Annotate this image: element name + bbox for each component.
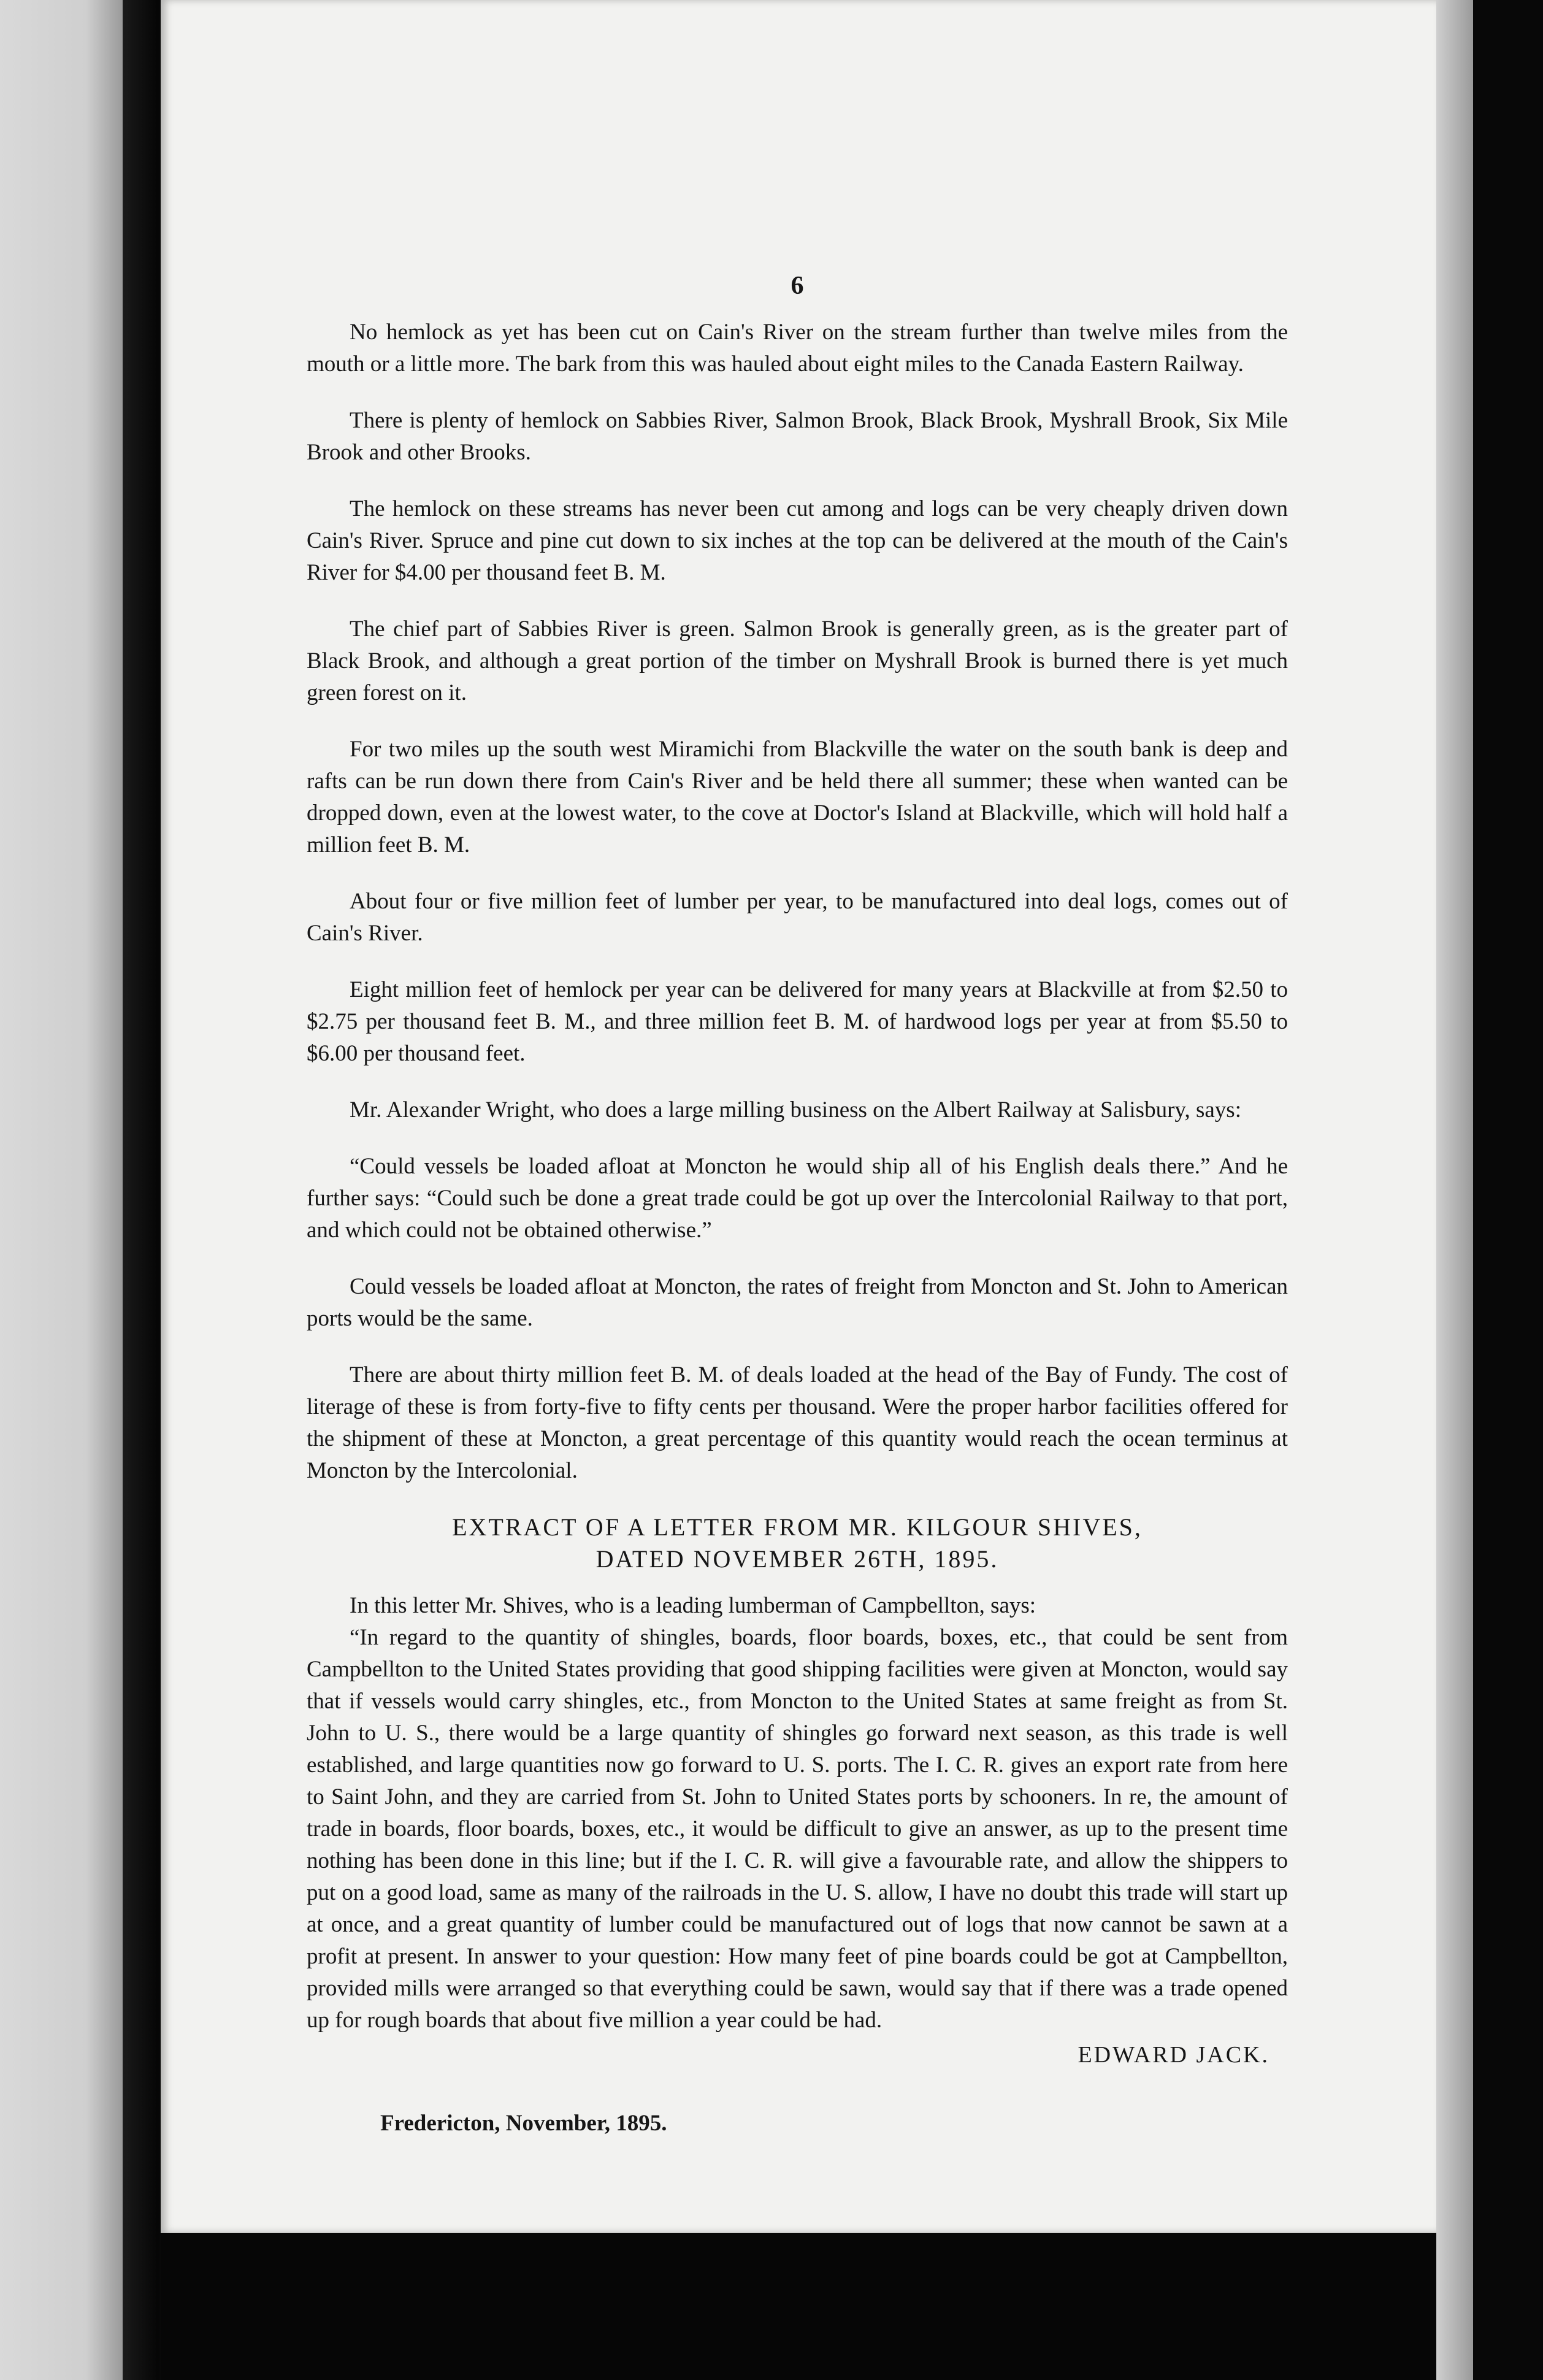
- section-heading: [307, 1511, 1288, 1575]
- letter-intro: In this letter Mr. Shives, who is a leading lumberman of Campbellton, says:: [350, 1593, 1036, 1618]
- paragraph: There are about thirty million feet B. M. of deals loaded at the head of the Bay of Fundy. The cost of literage of these is from forty-five to fifty cents per thousand. Were the proper harbor facilities offered for the shipment of these at Moncton, a great percentage of this quantity would reach the ocean terminus at Moncton by the Intercolonial.: [307, 1362, 1288, 1483]
- paragraph: For two miles up the south west Miramichi from Blackville the water on the south bank is deep and rafts can be run down there from Cain's River and be held there all summer; these when wanted can be dropped down, even at the lowest water, to the cove at Doctor's Island at Blackville, which will hold half a million feet B. M.: [307, 737, 1288, 858]
- paragraph: The chief part of Sabbies River is green. Salmon Brook is generally green, as is the greater part of Black Brook, and although a great portion of the timber on Myshrall Brook is burned there is yet much green forest on it.: [307, 616, 1288, 705]
- signature-row: [307, 2039, 1288, 2071]
- paragraph: The hemlock on these streams has never been cut among and logs can be very cheaply driven down Cain's River. Spruce and pine cut down to six inches at the top can be delivered at the mouth of the Cain's River for $4.00 per thousand feet B. M.: [307, 496, 1288, 585]
- paragraph: No hemlock as yet has been cut on Cain's River on the stream further than twelve miles from the mouth or a little more. The bark from this was hauled about eight miles to the Canada Eastern Railway.: [307, 320, 1288, 377]
- letter-quote: “In regard to the quantity of shingles, boards, floor boards, boxes, etc., that could be sent from Campbellton to the United States providing that good shipping facilities were given at Moncton, would say that if vessels would carry shingles, etc., from Moncton to the United States at same freight as from St. John to U. S., there would be a large quantity of shingles go forward next season, as this trade is well established, and large quantities now go forward to U. S. ports. The I. C. R. gives an export rate from here to Saint John, and they are carried from St. John to United States ports by schooners. In re, the amount of trade in boards, floor boards, boxes, etc., it would be difficult to give an answer, as up to the present time nothing has been done in this line; but if the I. C. R. will give a favourable rate, and allow the shippers to put on a good load, same as many of the railroads in the U. S. allow, I have no doubt this trade will start up at once, and a great quantity of lumber could be manufactured out of logs that now cannot be sawn at a profit at present. In answer to your question: How many feet of pine boards could be got at Campbellton, provided mills were arranged so that everything could be sawn, would say that if there was a trade opened up for rough boards that about five million a year could be had.: [307, 1625, 1288, 2033]
- page-text-column: [307, 270, 1288, 2140]
- section-heading-line-2: DATED NOVEMBER 26TH, 1895.: [595, 1545, 999, 1573]
- dateline: Fredericton, November, 1895.: [380, 2111, 667, 2136]
- adjacent-page-edge: [0, 0, 123, 2380]
- page-number: 6: [791, 272, 804, 300]
- signature: EDWARD JACK.: [1078, 2042, 1269, 2068]
- section-heading-line-1: EXTRACT OF A LETTER FROM MR. KILGOUR SHIVES,: [452, 1513, 1143, 1541]
- paragraph: Mr. Alexander Wright, who does a large milling business on the Albert Railway at Salisbury, says:: [350, 1097, 1241, 1123]
- bottom-scan-border: [161, 2233, 1436, 2380]
- paragraph: Eight million feet of hemlock per year can be delivered for many years at Blackville at from $2.50 to $2.75 per thousand feet B. M., and three million feet B. M. of hardwood logs per year at from $5.50 to $6.00 per thousand feet.: [307, 977, 1288, 1066]
- paragraph: Could vessels be loaded afloat at Moncton, the rates of freight from Moncton and St. John to American ports would be the same.: [307, 1274, 1288, 1331]
- paragraph: There is plenty of hemlock on Sabbies River, Salmon Brook, Black Brook, Myshrall Brook, Six Mile Brook and other Brooks.: [307, 408, 1288, 465]
- page-gutter-shadow: [123, 0, 159, 2380]
- quoted-paragraph: “Could vessels be loaded afloat at Moncton he would ship all of his English deals there.” And he further says: “Could such be done a great trade could be got up over the Intercolonial Railway to that port, and which could not be obtained otherwise.”: [307, 1154, 1288, 1243]
- paragraph: About four or five million feet of lumber per year, to be manufactured into deal logs, comes out of Cain's River.: [307, 889, 1288, 946]
- right-page-edge: [1436, 0, 1473, 2380]
